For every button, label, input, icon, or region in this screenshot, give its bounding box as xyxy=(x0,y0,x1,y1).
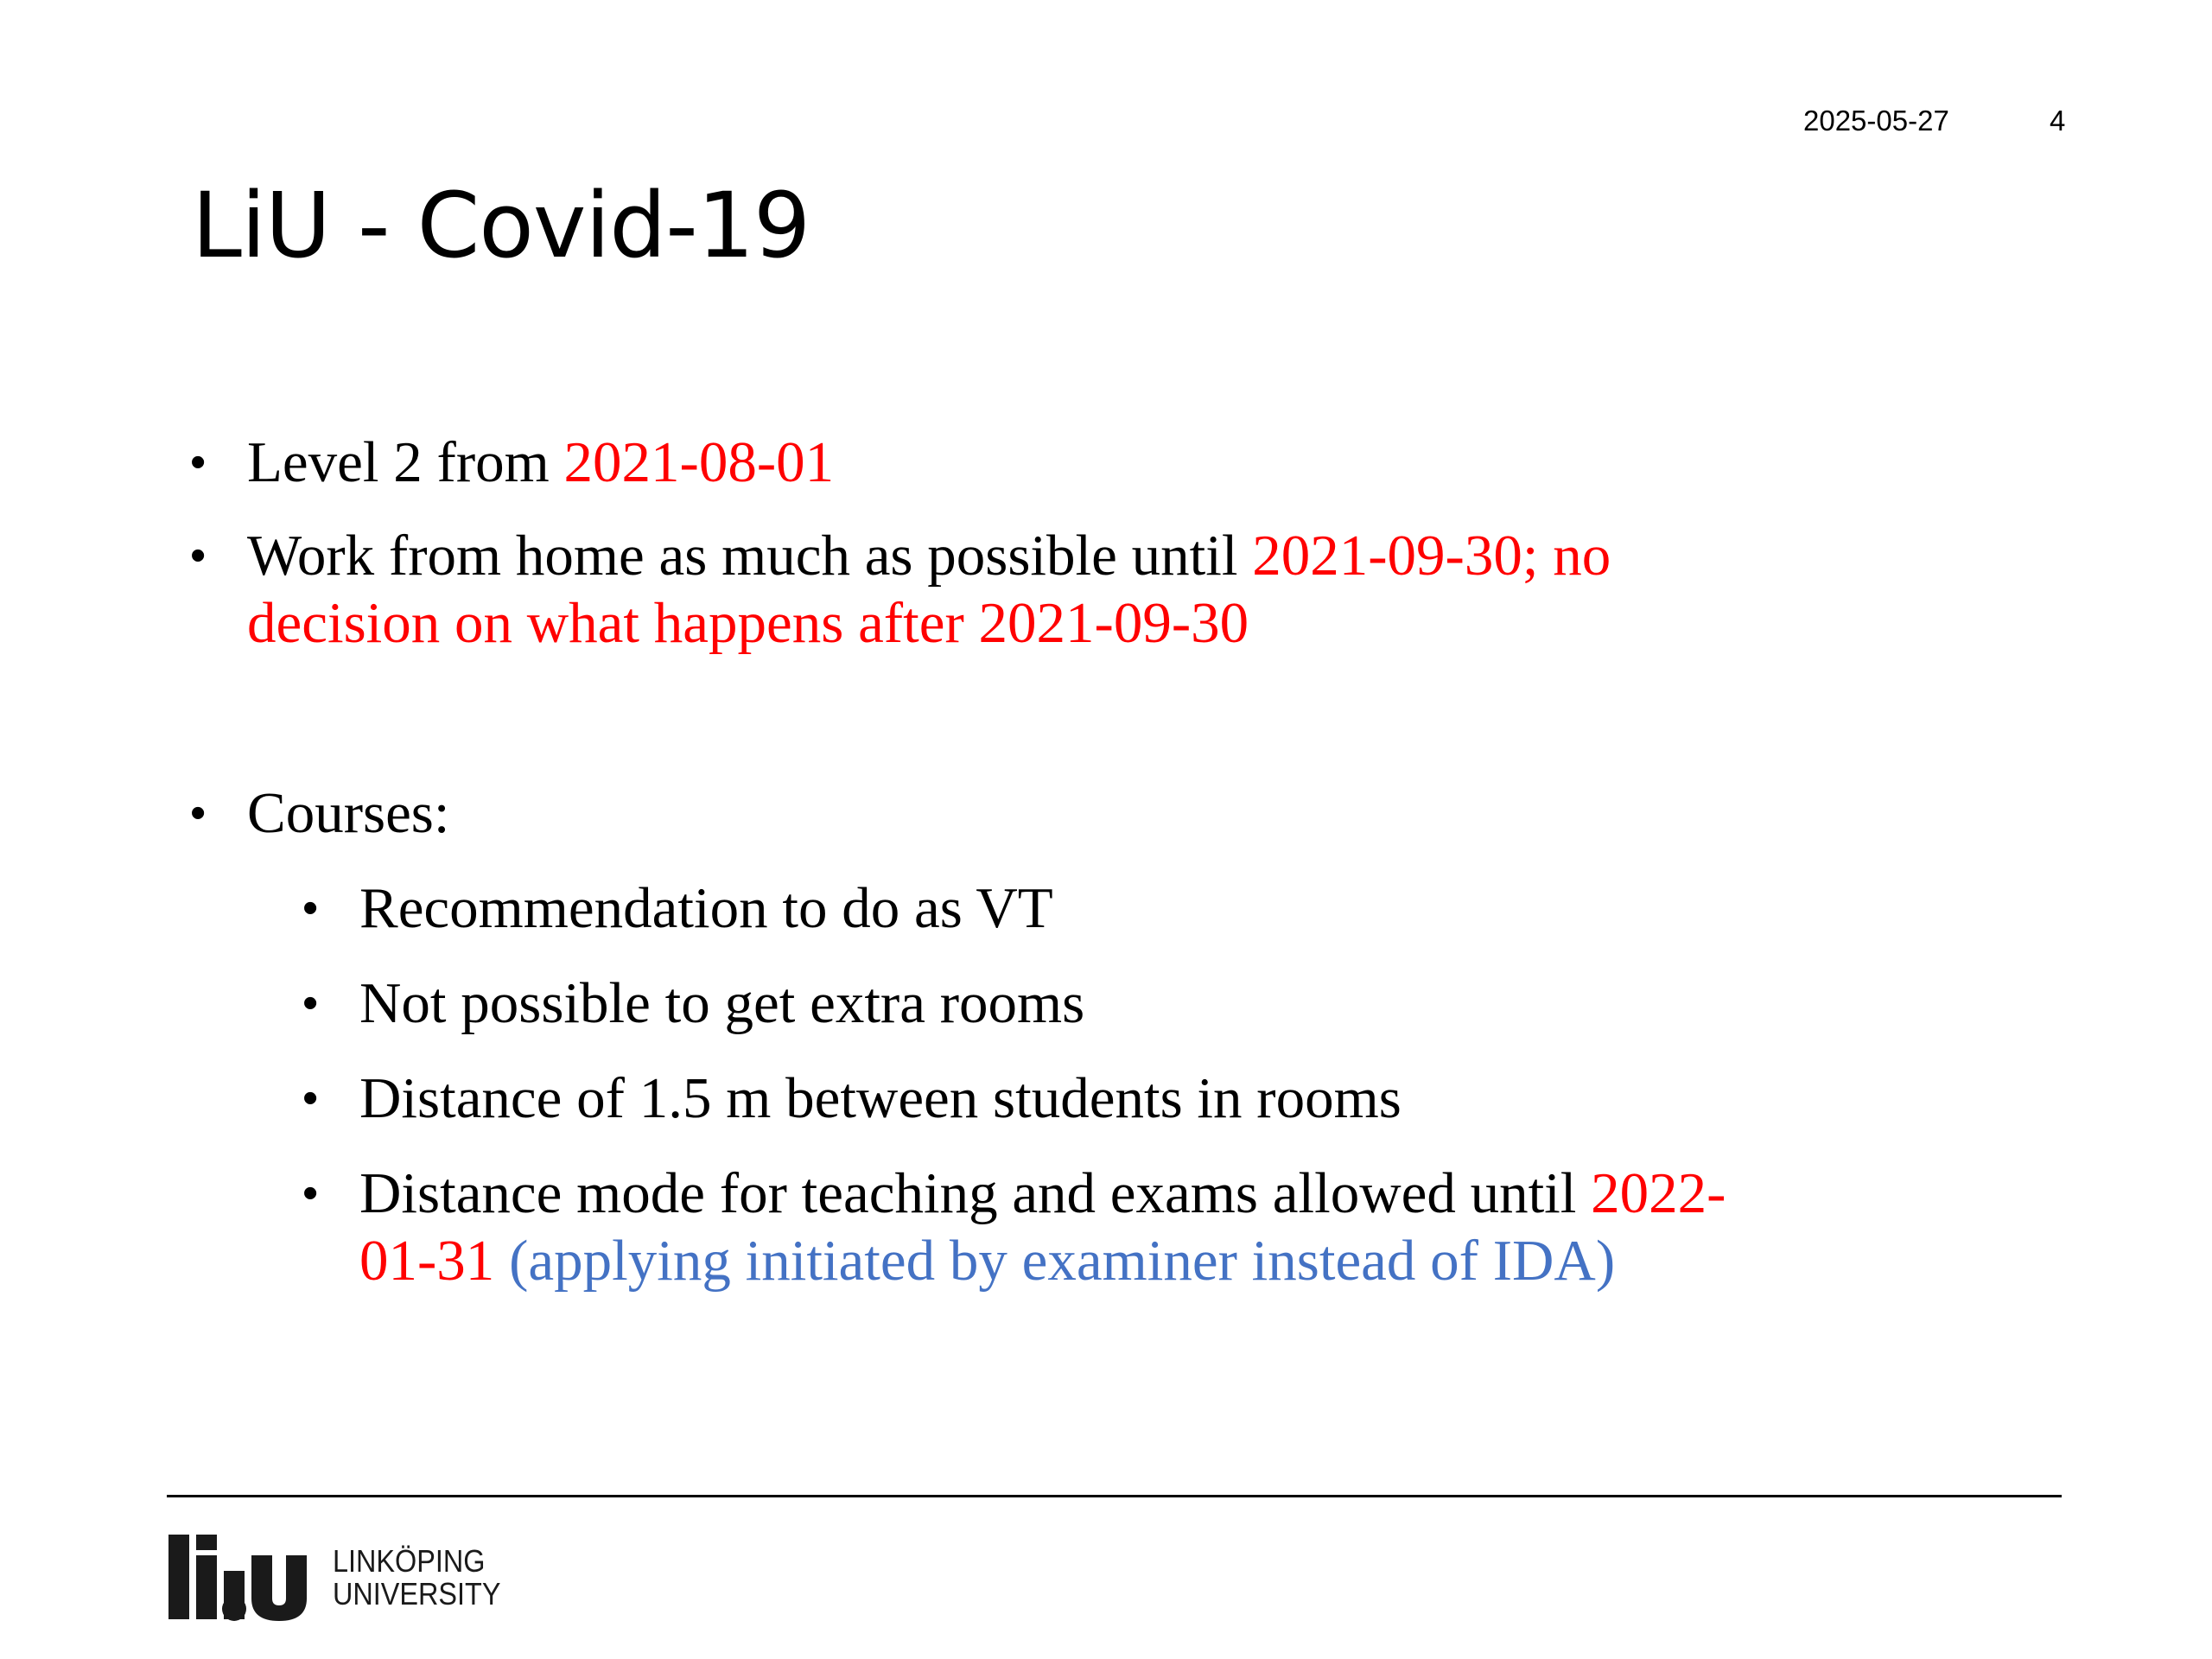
logo-line-2: UNIVERSITY xyxy=(333,1576,501,1611)
sub-bullet-rooms xyxy=(302,969,2001,1037)
bullet-text: Distance mode for teaching and exams allowed until xyxy=(359,1161,1592,1225)
bullet-text: Not possible to get extra rooms xyxy=(359,971,1085,1035)
logo-line-1: LINKÖPING xyxy=(333,1543,486,1579)
bullet-text: Recommendation to do as VT xyxy=(359,876,1053,940)
liu-logo xyxy=(167,1529,530,1624)
bullet-icon: • xyxy=(302,1073,319,1123)
bullet-text: Distance of 1.5 m between students in rooms xyxy=(359,1066,1402,1130)
bullet-icon: • xyxy=(190,531,207,581)
bullet-icon: • xyxy=(302,883,319,933)
bullet-text: Work from home as much as possible until xyxy=(247,524,1253,588)
bullet-date-highlight: 2021-08-01 xyxy=(563,430,835,494)
bullet-work-from-home xyxy=(190,522,1975,657)
bullet-date-highlight: 2022- xyxy=(1591,1161,1726,1225)
liu-logo-text xyxy=(333,1545,500,1611)
slide-date: 2025-05-27 xyxy=(1803,105,1949,137)
bullet-icon: • xyxy=(190,437,207,487)
slide-page-number: 4 xyxy=(2050,105,2066,137)
footer-divider xyxy=(167,1495,2062,1497)
liu-logo-mark-icon xyxy=(167,1529,322,1624)
bullet-courses xyxy=(190,779,1975,847)
sub-bullet-recommendation xyxy=(302,874,2001,942)
bullet-icon: • xyxy=(302,1168,319,1218)
bullet-level-2 xyxy=(190,429,1975,496)
bullet-decision-note: decision on what happens after 2021-09-30 xyxy=(247,591,1249,655)
bullet-date-highlight-cont: 01-31 xyxy=(359,1229,495,1293)
bullet-icon: • xyxy=(190,788,207,838)
sub-bullet-distance-mode xyxy=(302,1160,2001,1294)
bullet-text: Courses: xyxy=(247,781,450,845)
bullet-blue-note: (applying initiated by examiner instead of IDA) xyxy=(494,1229,1616,1293)
sub-bullet-distance xyxy=(302,1065,2001,1132)
bullet-text: Level 2 from xyxy=(247,430,564,494)
slide-title: LiU - Covid-19 xyxy=(192,173,810,278)
bullet-date-highlight: 2021-09-30; no xyxy=(1252,524,1611,588)
bullet-icon: • xyxy=(302,978,319,1028)
